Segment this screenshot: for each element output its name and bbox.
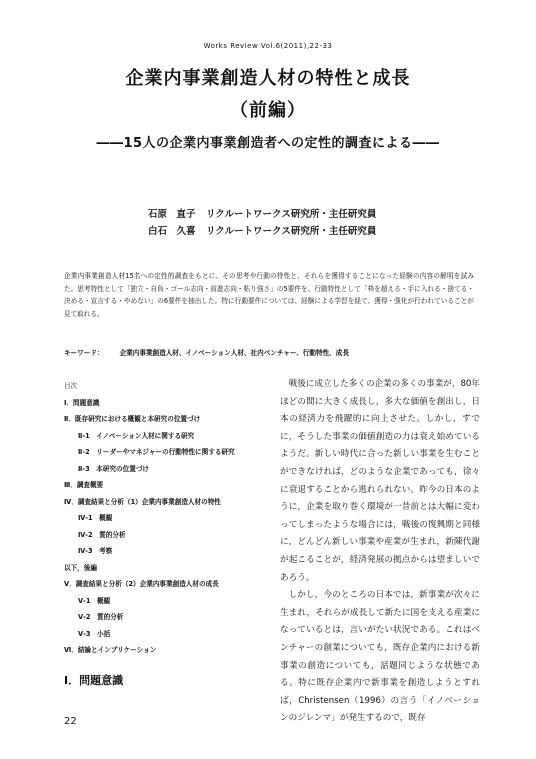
toc-item: Ⅴ．調査結果と分析（2）企業内事業創造人材の成長	[64, 580, 219, 588]
body-paragraph: しかし，今のところの日本では，新事業が次々に生まれ，それらが成長して新たに国を支える産業になっているとは，言いがたい状況である。これはベンチャーの創業についても，既存企業内における新事業の創造についても，話題同じような状態である。特に既存企業内で新事業を創造しようとすれば，Christensen（1996）の言う「イノベーションのジレンマ」が発生するので，既存	[280, 590, 480, 724]
toc-item: Ⅵ．結論とインプリケーション	[64, 646, 157, 654]
title-line-2: （前編）	[230, 100, 306, 121]
body-text	[280, 376, 480, 728]
keywords-text: 企業内事業創造人材、イノベーション人材、社内ベンチャー、行動特性、成長	[119, 349, 349, 357]
toc-item: Ⅱ-2 リーダーやマネジャーの行動特性に関する研究	[78, 448, 235, 456]
toc-item: Ⅴ-3 小括	[78, 629, 111, 638]
author-name: 白石 久喜	[148, 226, 196, 237]
title-line-1: 企業内事業創造人材の特性と成長	[125, 68, 411, 89]
author-affiliation: リクルートワークス研究所・主任研究員	[206, 209, 377, 220]
toc-item: Ⅱ-3 本研究の位置づけ	[78, 464, 150, 473]
body-paragraph: 戦後に成立した多くの企業の多くの事業が，80年ほどの間に大きく成長し，多大な価値を創出し，日本の経済力を飛躍的に向上させた。しかし，すでに，そうした事業の価値創造の力は衰え始めているようだ。新しい時代に合った新しい事業を生むことができなければ，どのような企業であっても，徐々に衰退することから逃れられない。昨今の日本のように，企業を取り巻く環境が一昔前とは大幅に変わってしまったような場合には，戦後の復興期と同様に，どんどん新しい事業や産業が生まれ，新陳代謝が起こることが，経済発展の拠点からは望ましいであろう。	[280, 379, 480, 583]
page-number: 22	[64, 716, 77, 727]
toc-item: Ⅱ．既存研究における概観と本研究の位置づけ	[64, 415, 201, 423]
table-of-contents	[64, 378, 278, 689]
toc-item: Ⅴ-2 質的分析	[78, 613, 124, 621]
section-heading: Ⅰ．問題意識	[64, 673, 124, 687]
journal-header: Works Review Vol.6(2011),22-33	[203, 42, 333, 50]
toc-item: Ⅴ-1 概観	[78, 596, 111, 605]
toc-item: Ⅱ-1 イノベーション人材に関する研究	[78, 431, 195, 440]
author-affiliation: リクルートワークス研究所・主任研究員	[206, 226, 377, 237]
keywords	[64, 347, 484, 357]
author-row	[148, 206, 376, 223]
toc-heading: 目次	[64, 382, 78, 390]
abstract: 企業内事業創造人材15名への定性的調査をもとに、その思考や行動の特性と、それらを獲得することになった経験の内容の解明を試みた。思考特性として「独立・自負・ゴール志向・前進志向・粘り強さ」の5要件を、行動特性として「枠を超える・手に入れる・捨てる・決める・宣言する・やめない」の6要件を抽出した。特に行動要件については、経験による学習を経て、獲得・強化が行われていることが見て取れる。	[64, 272, 474, 318]
author-row	[148, 223, 376, 240]
toc-item: Ⅰ．問題意識	[64, 398, 100, 407]
subtitle: ――15人の企業内事業創造者への定性的調査による――	[96, 136, 440, 151]
keywords-label: キーワード：	[64, 349, 104, 357]
author-name: 石原 直子	[148, 209, 196, 220]
toc-item: Ⅳ-2 質的分析	[78, 530, 126, 539]
author-list	[148, 206, 376, 240]
toc-item: Ⅳ-1 概観	[78, 514, 113, 522]
toc-item: Ⅳ-3 考察	[78, 547, 113, 555]
toc-item: 以下，後編	[64, 563, 97, 572]
toc-item: Ⅳ．調査結果と分析（1）企業内事業創造人材の特性	[64, 497, 221, 506]
toc-item: Ⅲ．調査概要	[64, 481, 104, 489]
